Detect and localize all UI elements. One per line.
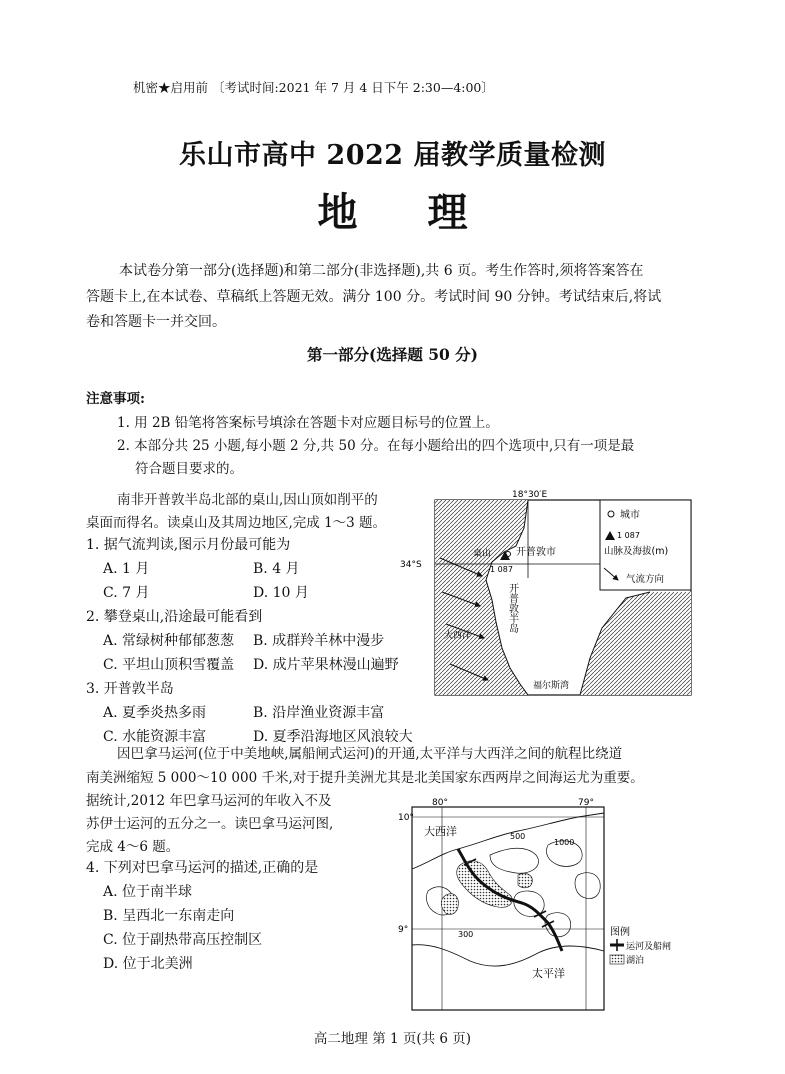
confidential-header: 机密★启用前 〔考试时间:2021 年 7 月 4 日下午 2:30—4:00〕: [133, 80, 494, 95]
contour-label-300: 300: [458, 930, 474, 939]
legend-wind: 气流方向: [626, 574, 665, 585]
lake: [518, 873, 532, 887]
legend-title: 图例: [610, 927, 630, 938]
atlantic-label: 大西洋: [444, 631, 472, 641]
mountain-elev: 1 087: [490, 565, 513, 574]
contour-label-1000: 1000: [554, 838, 575, 847]
q1-option-a: A. 1 月: [103, 561, 150, 577]
q3-option-a: A. 夏季炎热多雨: [103, 705, 207, 721]
q3-option-c: C. 水能资源丰富: [103, 729, 207, 745]
lon-left: 80°: [432, 798, 448, 808]
lake-legend-icon: [610, 955, 624, 964]
subject-title: 地理: [317, 189, 538, 236]
note-item-1: 1. 用 2B 铅笔将答案标号填涂在答题卡对应题目标号的位置上。: [117, 415, 499, 431]
q1-option-b: B. 4 月: [253, 561, 300, 577]
q4-option-c: C. 位于副热带高压控制区: [103, 932, 263, 948]
lat-label: 34°S: [400, 560, 422, 570]
q3-option-d: D. 夏季沿海地区风浪较大: [253, 729, 413, 745]
bay-label: 福尔斯湾: [533, 681, 570, 691]
q3-option-b: B. 沿岸渔业资源丰富: [253, 705, 385, 721]
intro-line-2: 答题卡上,在本试卷、草稿纸上答题无效。满分 100 分。考试时间 90 分钟。考试结束后,将试: [86, 289, 662, 305]
notes-heading: 注意事项:: [86, 391, 145, 407]
q1-stem: 1. 据气流判读,图示月份最可能为: [86, 537, 291, 553]
legend-city: 城市: [620, 510, 640, 521]
group2-stem-2: 南美洲缩短 5 000～10 000 千米,对于提升美洲尤其是北美国家东西两岸之间海运尤为重要。: [86, 770, 644, 786]
q2-option-b: B. 成群羚羊林中漫步: [253, 633, 385, 649]
panama-canal-map: [398, 795, 672, 1011]
group1-stem-1: 南非开普敦半岛北部的桌山,因山顶如削平的: [117, 492, 378, 508]
q4-stem: 4. 下列对巴拿马运河的描述,正确的是: [86, 860, 319, 876]
contour-label-500: 500: [510, 832, 526, 841]
group2-stem-1: 因巴拿马运河(位于中美地峡,属船闸式运河)的开通,太平洋与大西洋之间的航程比绕道: [117, 746, 623, 762]
q4-option-b: B. 呈西北一东南走向: [103, 908, 235, 924]
q2-option-d: D. 成片苹果林漫山遍野: [253, 657, 399, 673]
intro-line-3: 卷和答题卡一并交回。: [86, 314, 226, 330]
q4-option-d: D. 位于北美洲: [103, 956, 193, 972]
q3-stem: 3. 开普敦半岛: [86, 681, 174, 697]
note-item-2: 2. 本部分共 25 小题,每小题 2 分,共 50 分。在每小题给出的四个选项中,只有一项是最: [117, 438, 635, 454]
table-mountain-map: [400, 488, 696, 696]
note-item-2-cont: 符合题目要求的。: [135, 461, 243, 477]
mountain-name: 桌山: [473, 549, 492, 559]
pacific-label: 太平洋: [532, 967, 565, 980]
lat-top: 10°: [398, 813, 414, 823]
group2-stem-4: 苏伊士运河的五分之一。读巴拿马运河图,: [86, 816, 334, 832]
q2-stem: 2. 攀登桌山,沿途最可能看到: [86, 609, 263, 625]
q2-option-c: C. 平坦山顶积雪覆盖: [103, 657, 235, 673]
page-footer: 高二地理 第 1 页(共 6 页): [313, 1031, 472, 1047]
legend-lake: 湖泊: [626, 956, 645, 966]
group2-stem-3: 据统计,2012 年巴拿马运河的年收入不及: [86, 793, 332, 809]
city-legend-icon: [608, 511, 614, 517]
intro-line-1: 本试卷分第一部分(选择题)和第二部分(非选择题),共 6 页。考生作答时,须将答案答在: [119, 263, 644, 279]
legend-peak: 山脉及海拔(m): [604, 546, 669, 557]
group2-stem-5: 完成 4～6 题。: [86, 839, 180, 855]
q1-option-d: D. 10 月: [253, 585, 309, 601]
lon-right: 79°: [578, 798, 594, 808]
section-title: 第一部分(选择题 50 分): [306, 345, 479, 364]
q1-option-c: C. 7 月: [103, 585, 150, 601]
city-name: 开普敦市: [516, 547, 556, 558]
peninsula-label: 开普敦半岛: [506, 583, 518, 633]
lon-label: 18°30′E: [512, 490, 548, 500]
exam-title: 乐山市高中 2022 届教学质量检测: [179, 140, 606, 171]
group1-stem-2: 桌面而得名。读桌山及其周边地区,完成 1～3 题。: [86, 515, 387, 531]
q2-option-a: A. 常绿树种郁郁葱葱: [103, 633, 235, 649]
atlantic-label: 大西洋: [424, 825, 457, 838]
q4-option-a: A. 位于南半球: [103, 884, 193, 900]
legend-canal: 运河及船闸: [626, 942, 672, 952]
legend-elev-value: 1 087: [617, 531, 640, 540]
lat-bottom: 9°: [398, 925, 409, 935]
